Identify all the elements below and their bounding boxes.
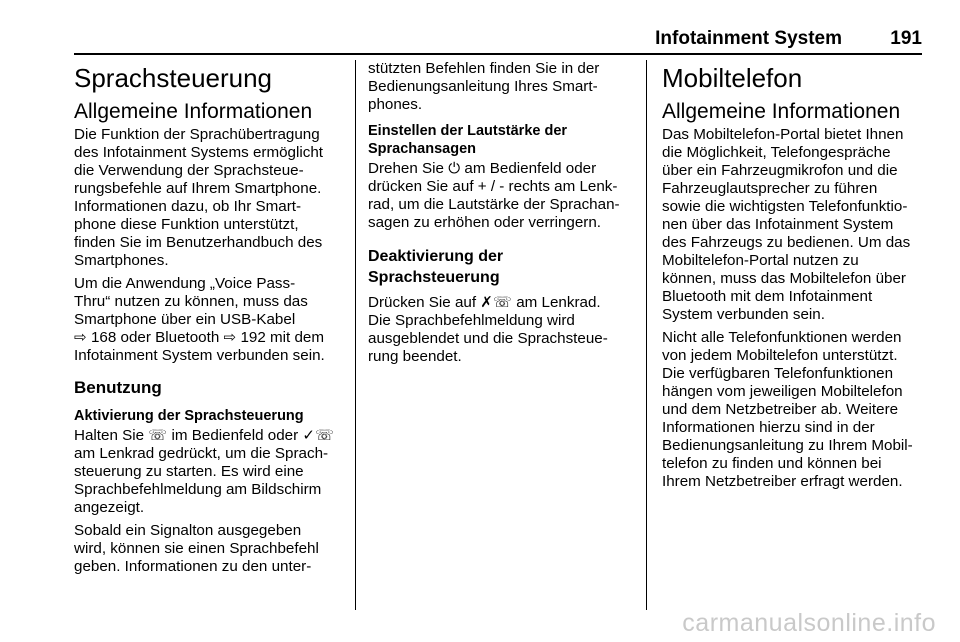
heading-benutzung: Benutzung [74, 378, 162, 397]
heading-deaktivierung [368, 246, 632, 288]
text-line: wird, können sie einen Sprachbefehl [74, 540, 319, 557]
text-line: Halten Sie ☏ im Bedienfeld oder ✓☏ [74, 427, 335, 444]
heading-aktivierung: Aktivierung der Sprachsteuerung [74, 408, 304, 424]
text-line: rad, um die Lautstärke der Sprachan‐ [368, 196, 620, 213]
text-line: Sprachbefehlmeldung am Bildschirm [74, 481, 322, 498]
subsection-title-allgemeine-informationen: Allgemeine Informationen [662, 100, 901, 123]
column-divider-2 [646, 60, 647, 610]
section-title-sprachsteuerung: Sprachsteuerung [74, 63, 273, 93]
text-line: Smartphone über ein USB-Kabel [74, 311, 296, 328]
text-line: Bluetooth mit dem Infotainment [662, 288, 873, 305]
text-line: steuerung zu starten. Es wird eine [74, 463, 304, 480]
text-line: des Infotainment Systems ermöglicht [74, 144, 324, 161]
paragraph-lautstaerke [368, 160, 632, 232]
text-line: Um die Anwendung „Voice Pass- [74, 275, 296, 292]
text-line: Smartphones. [74, 252, 169, 269]
text-line: ausgeblendet und die Sprachsteue‐ [368, 330, 608, 347]
heading-lautstaerke [368, 122, 632, 158]
column-2 [368, 60, 632, 371]
text-line: Informationen hierzu sind in der [662, 419, 875, 436]
text-line: Bedienungsanleitung Ihres Smart‐ [368, 78, 598, 95]
text-line: rung beendet. [368, 348, 462, 365]
text-line: Informationen dazu, ob Ihr Smart‐ [74, 198, 302, 215]
text-line: finden Sie im Benutzerhandbuch des [74, 234, 323, 251]
heading-line: Deaktivierung der [368, 248, 504, 265]
paragraph-intro [74, 126, 338, 270]
column-3 [662, 60, 926, 496]
paragraph-continued [368, 60, 632, 114]
text-line: die Möglichkeit, Telefongespräche [662, 144, 891, 161]
text-line: Fahrzeuglautsprecher zu führen [662, 180, 878, 197]
text-line: telefon zu finden und können bei [662, 455, 882, 472]
page-header [74, 24, 922, 50]
paragraph-telefonfunktionen [662, 329, 926, 491]
text-line: am Lenkrad gedrückt, um die Sprach‐ [74, 445, 329, 462]
text-line: Thru“ nutzen zu können, muss das [74, 293, 308, 310]
text-line: sagen zu erhöhen oder verringern. [368, 214, 602, 231]
heading-line: Sprachansagen [368, 141, 476, 157]
watermark: carmanualsonline.info [682, 609, 936, 637]
text-line: angezeigt. [74, 499, 145, 516]
text-line: System verbunden sein. [662, 306, 825, 323]
heading-line: Sprachsteuerung [368, 269, 500, 286]
text-line: die Verwendung der Sprachsteue‐ [74, 162, 304, 179]
text-line: Die Funktion der Sprachübertragung [74, 126, 320, 143]
subsection-title-allgemeine-informationen: Allgemeine Informationen [74, 100, 313, 123]
paragraph-aktivierung [74, 427, 338, 517]
text-line: Die Sprachbefehlmeldung wird [368, 312, 575, 329]
text-line: Nicht alle Telefonfunktionen werden [662, 329, 902, 346]
column-divider-1 [355, 60, 356, 610]
text-line: phone diese Funktion unterstützt, [74, 216, 299, 233]
text-line: des Fahrzeugs zu bedienen. Um das [662, 234, 911, 251]
paragraph-deaktivierung [368, 294, 632, 366]
text-line: können, muss das Mobiltelefon über [662, 270, 906, 287]
header-rule [74, 53, 922, 55]
text-line: Bedienungsanleitung zu Ihrem Mobil‐ [662, 437, 913, 454]
text-line: nen über das Infotainment System [662, 216, 894, 233]
column-1 [74, 60, 338, 581]
text-line: Drücken Sie auf ✗☏ am Lenkrad. [368, 294, 601, 311]
text-line: geben. Informationen zu den unter‐ [74, 558, 312, 575]
text-line: über ein Fahrzeugmikrofon und die [662, 162, 898, 179]
text-line: rungsbefehle auf Ihrem Smartphone. [74, 180, 322, 197]
text-line: sowie die wichtigsten Telefonfunktio‐ [662, 198, 908, 215]
text-line: hängen vom jeweiligen Mobiltelefon [662, 383, 903, 400]
text-line: Drehen Sie ⏻ am Bedienfeld oder [368, 160, 597, 177]
text-line: von jedem Mobiltelefon unterstützt. [662, 347, 898, 364]
section-title-mobiltelefon: Mobiltelefon [662, 63, 803, 93]
heading-line: Einstellen der Lautstärke der [368, 123, 568, 139]
paragraph-portal [662, 126, 926, 324]
text-line: drücken Sie auf + / - rechts am Lenk‐ [368, 178, 618, 195]
text-line: Infotainment System verbunden sein. [74, 347, 325, 364]
text-line: phones. [368, 96, 423, 113]
text-line: und dem Netzbetreiber ab. Weitere [662, 401, 899, 418]
text-line: Die verfügbaren Telefonfunktionen [662, 365, 894, 382]
paragraph-signalton [74, 522, 338, 576]
text-line: stützten Befehlen finden Sie in der [368, 60, 600, 77]
running-title: Infotainment System [655, 28, 842, 49]
text-line: Sobald ein Signalton ausgegeben [74, 522, 302, 539]
page-number: 191 [890, 28, 922, 49]
text-line: Mobiltelefon-Portal nutzen zu [662, 252, 859, 269]
text-line-with-page-refs: ⇨ 168 oder Bluetooth ⇨ 192 mit dem [74, 329, 325, 346]
text-line: Ihrem Netzbetreiber erfragt werden. [662, 473, 903, 490]
paragraph-voice-pass-thru [74, 275, 338, 365]
text-line: Das Mobiltelefon-Portal bietet Ihnen [662, 126, 904, 143]
